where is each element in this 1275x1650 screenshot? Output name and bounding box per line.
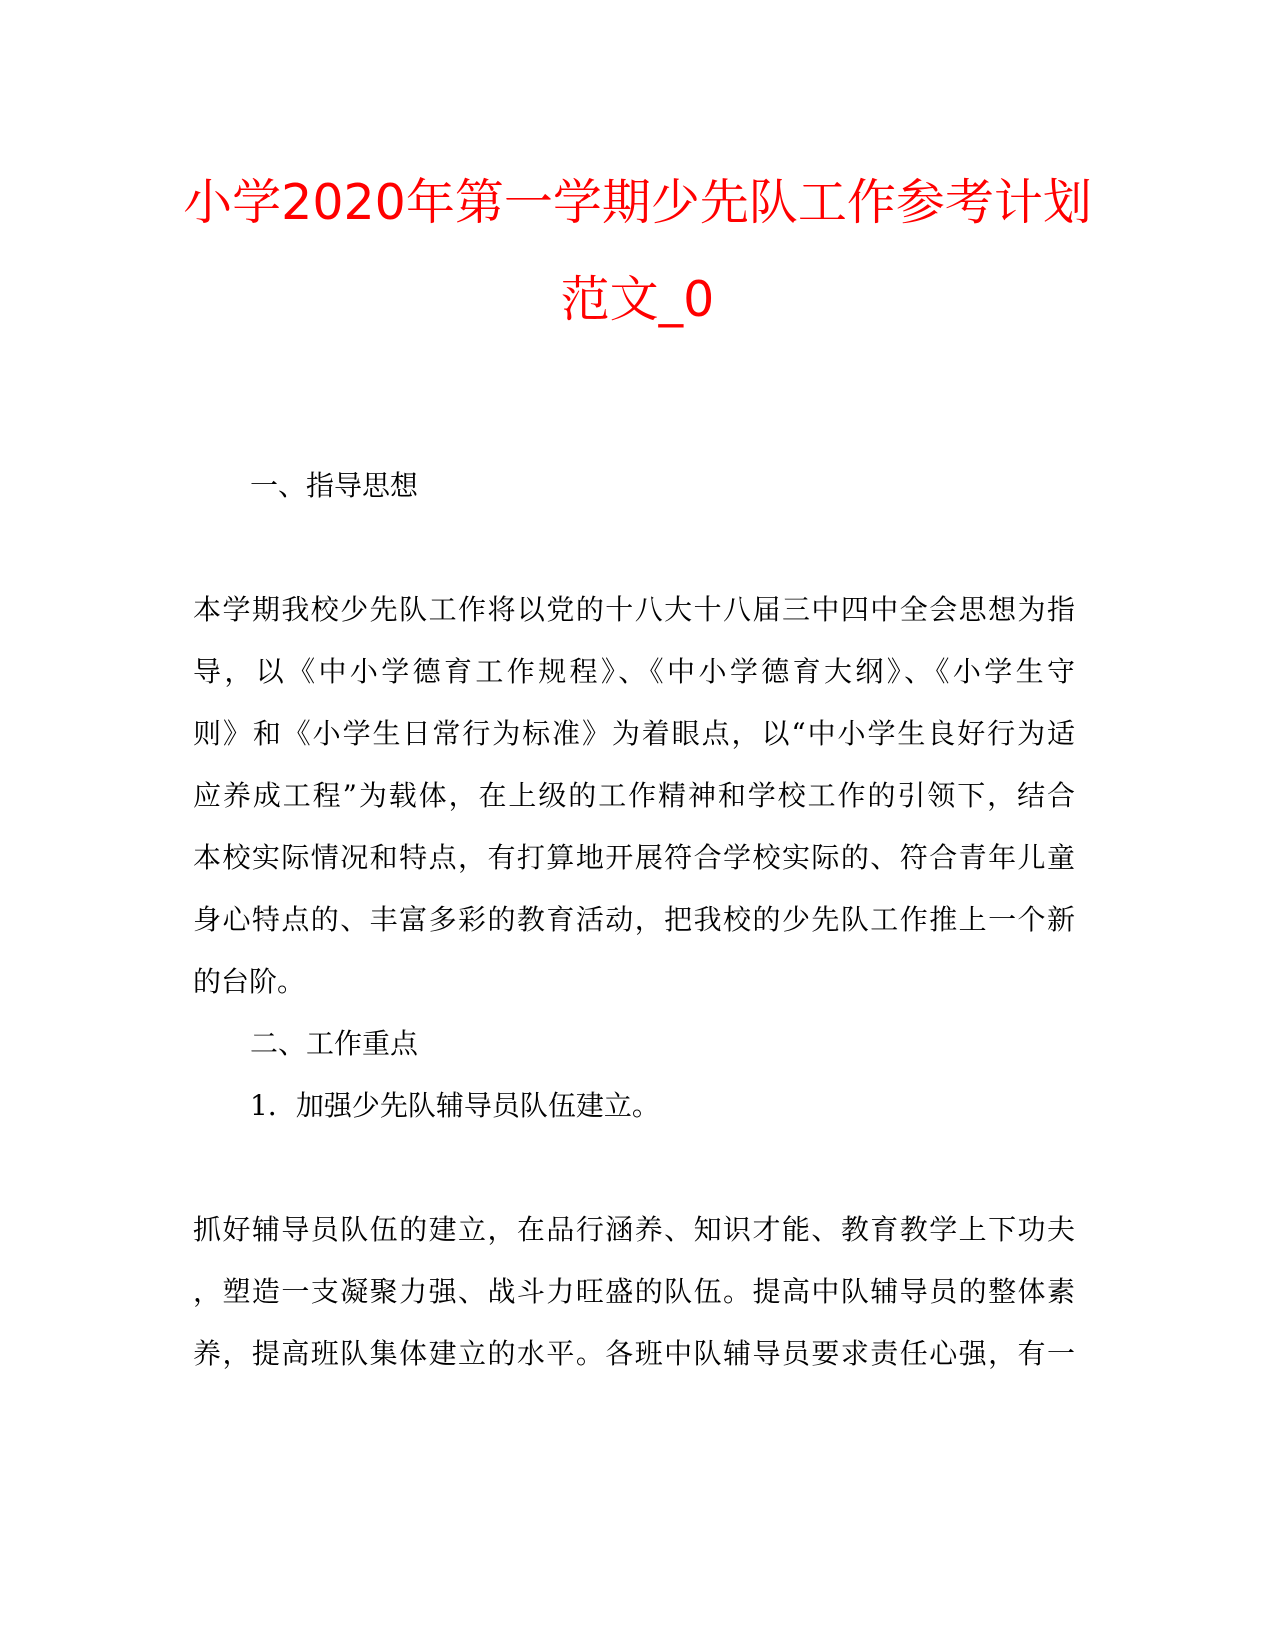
document-title-line-1: 小学2020年第一学期少先队工作参考计划: [183, 174, 1092, 231]
paragraph-1-line: 导，以《中小学德育工作规程》、《中小学德育大纲》、《小学生守: [193, 655, 1075, 688]
section-heading-guiding-ideology: 一、指导思想: [250, 469, 419, 502]
paragraph-1-line: 的台阶。: [193, 965, 306, 998]
paragraph-2-line: 养，提高班队集体建立的水平。各班中队辅导员要求责任心强，有一: [193, 1337, 1075, 1370]
paragraph-1-line: 则》和《小学生日常行为标准》为着眼点，以“中小学生良好行为适: [193, 717, 1075, 750]
paragraph-1-line: 本学期我校少先队工作将以党的十八大十八届三中四中全会思想为指: [193, 593, 1075, 626]
item-heading-1: 1．加强少先队辅导员队伍建立。: [250, 1089, 660, 1122]
paragraph-1-line: 应养成工程”为载体，在上级的工作精神和学校工作的引领下，结合: [193, 779, 1075, 812]
paragraph-2-line: 抓好辅导员队伍的建立，在品行涵养、知识才能、教育教学上下功夫: [193, 1213, 1075, 1246]
section-heading-work-focus: 二、工作重点: [250, 1027, 419, 1060]
paragraph-2-line: ，塑造一支凝聚力强、战斗力旺盛的队伍。提高中队辅导员的整体素: [193, 1275, 1075, 1308]
document-title-line-2: 范文_0: [560, 271, 715, 328]
paragraph-1-line: 身心特点的、丰富多彩的教育活动，把我校的少先队工作推上一个新: [193, 903, 1075, 936]
paragraph-1-line: 本校实际情况和特点，有打算地开展符合学校实际的、符合青年儿童: [193, 841, 1075, 874]
